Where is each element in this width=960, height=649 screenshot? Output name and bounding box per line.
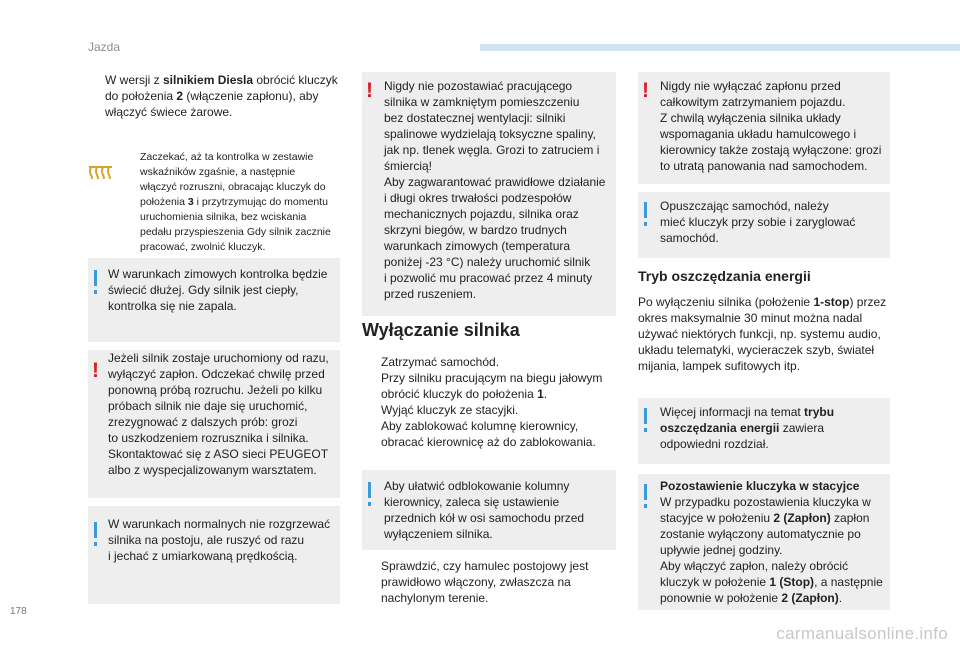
header-accent-bar bbox=[480, 44, 960, 51]
warning-starter-text: Jeżeli silnik zostaje uruchomiony od razu, wyłączyć zapłon. Odczekać chwilę przed ponowną próbą rozruchu. Jeżeli po kilku próbach silnik nie daje się uruchomić, zrezygnować z dalszych prób: grozi to uszkodzeniem rozrusznika i silnika. Skontaktować się z ASO sieci PEUGEOT albo z wyspecjalizowanym warsztatem. bbox=[108, 351, 329, 477]
step-remove-key: Wyjąć kluczyk ze stacyjki. bbox=[381, 403, 519, 417]
info-icon-dot bbox=[644, 428, 647, 432]
watermark: carmanualsonline.info bbox=[776, 624, 948, 643]
step-check-handbrake: Sprawdzić, czy hamulec postojowy jest prawidłowo włączony, zwłaszcza na nachylonym terenie. bbox=[381, 559, 589, 605]
page-number: 178 bbox=[10, 606, 27, 617]
info-icon bbox=[644, 408, 647, 424]
info-keep-key-text: Opuszczając samochód, należy mieć kluczyk przy sobie i zaryglować samochód. bbox=[660, 199, 856, 245]
chapter-title: Jazda bbox=[88, 40, 121, 54]
warning-ventilation-text: Nigdy nie pozostawiać pracującego silnika w zamkniętym pomieszczeniu bez dostatecznej wentylacji: silniki spalinowe wydzielają toksyczne spaliny, jak np. tlenek węgla. Grozi to zatruciem i śmiercią! Aby zagwarantować prawidłowe działanie i długi okres trwałości podzespołów mechanicznych pojazdu, silnika oraz skrzyni biegów, w bardzo trudnych warunkach zimowych (temperatura poniżej -23 °C) należy uruchomić silnik i pozwolić mu pracować przez 4 minuty przed ruszeniem. bbox=[384, 79, 606, 301]
info-key-left-text: Pozostawienie kluczyka w stacyjce W przypadku pozostawienia kluczyka w stacyjce w położeniu 2 (Zapłon) zapłon zostanie wyłączony automatycznie po upływie jednej godziny. Aby włączyć zapłon, należy obrócić kluczyk w położenie 1 (Stop), a następnie ponownie w położenie 2 (Zapłon). bbox=[660, 479, 883, 605]
warning-icon: ! bbox=[642, 79, 649, 102]
info-icon-dot bbox=[644, 222, 647, 226]
section-heading-engine-off: Wyłączanie silnika bbox=[362, 320, 520, 340]
info-icon bbox=[644, 202, 647, 218]
section-heading-energy-saving: Tryb oszczędzania energii bbox=[638, 268, 811, 284]
glow-plug-icon bbox=[88, 165, 114, 179]
info-icon-dot bbox=[644, 504, 647, 508]
info-icon bbox=[368, 482, 371, 498]
energy-saving-paragraph: Po wyłączeniu silnika (położenie 1-stop) przez okres maksymalnie 30 minut można nadal używać niektórych funkcji, np. systemu audio, układu telematyki, wycieraczek szyb, świateł mijania, lampek sufitowych itp. bbox=[638, 295, 887, 373]
info-warmup-text: W warunkach normalnych nie rozgrzewać silnika na postoju, ale ruszyć od razu i jechać z umiarkowaną prędkością. bbox=[108, 517, 331, 563]
info-icon bbox=[94, 270, 97, 286]
info-winter-text: W warunkach zimowych kontrolka będzie świecić dłużej. Gdy silnik jest ciepły, kontrolka się nie zapala. bbox=[108, 267, 328, 313]
warning-icon: ! bbox=[92, 359, 99, 382]
info-icon bbox=[644, 484, 647, 500]
info-icon-dot bbox=[94, 542, 97, 546]
diesel-intro-text: W wersji z silnikiem Diesla obrócić kluczyk do położenia 2 (włączenie zapłonu), aby włączyć świece żarowe. bbox=[105, 73, 338, 119]
info-icon-dot bbox=[94, 290, 97, 294]
warning-ignition-text: Nigdy nie wyłączać zapłonu przed całkowitym zatrzymaniem pojazdu. Z chwilą wyłączenia silnika układy wspomagania układu hamulcowego i kierownicy także zostają wyłączone: grozi to utratą panowania nad samochodem. bbox=[660, 79, 882, 173]
info-more-info-text: Więcej informacji na temat trybu oszczędzania energii zawiera odpowiedni rozdział. bbox=[660, 405, 835, 451]
info-icon-dot bbox=[368, 502, 371, 506]
glow-plug-instructions: Zaczekać, aż ta kontrolka w zestawie wskaźników zgaśnie, a następnie włączyć rozruszni, obracając kluczyk do położenia 3 i przytrzymując do momentu uruchomienia silnika, bez wciskania pedału przyspieszenia Gdy silnik zacznie pracować, zwolnić kluczyk. bbox=[140, 151, 331, 253]
step-turn-key: Przy silniku pracującym na biegu jałowym obrócić kluczyk do położenia 1. bbox=[381, 371, 603, 401]
info-steering-text: Aby ułatwić odblokowanie kolumny kierownicy, zaleca się ustawienie przednich kół w osi samochodu przed wyłączeniem silnika. bbox=[384, 479, 585, 541]
step-stop-car: Zatrzymać samochód. bbox=[381, 355, 500, 369]
info-icon bbox=[94, 522, 97, 538]
step-lock-steering: Aby zablokować kolumnę kierownicy, obracać kierownicę aż do zablokowania. bbox=[381, 419, 596, 449]
warning-icon: ! bbox=[366, 79, 373, 102]
